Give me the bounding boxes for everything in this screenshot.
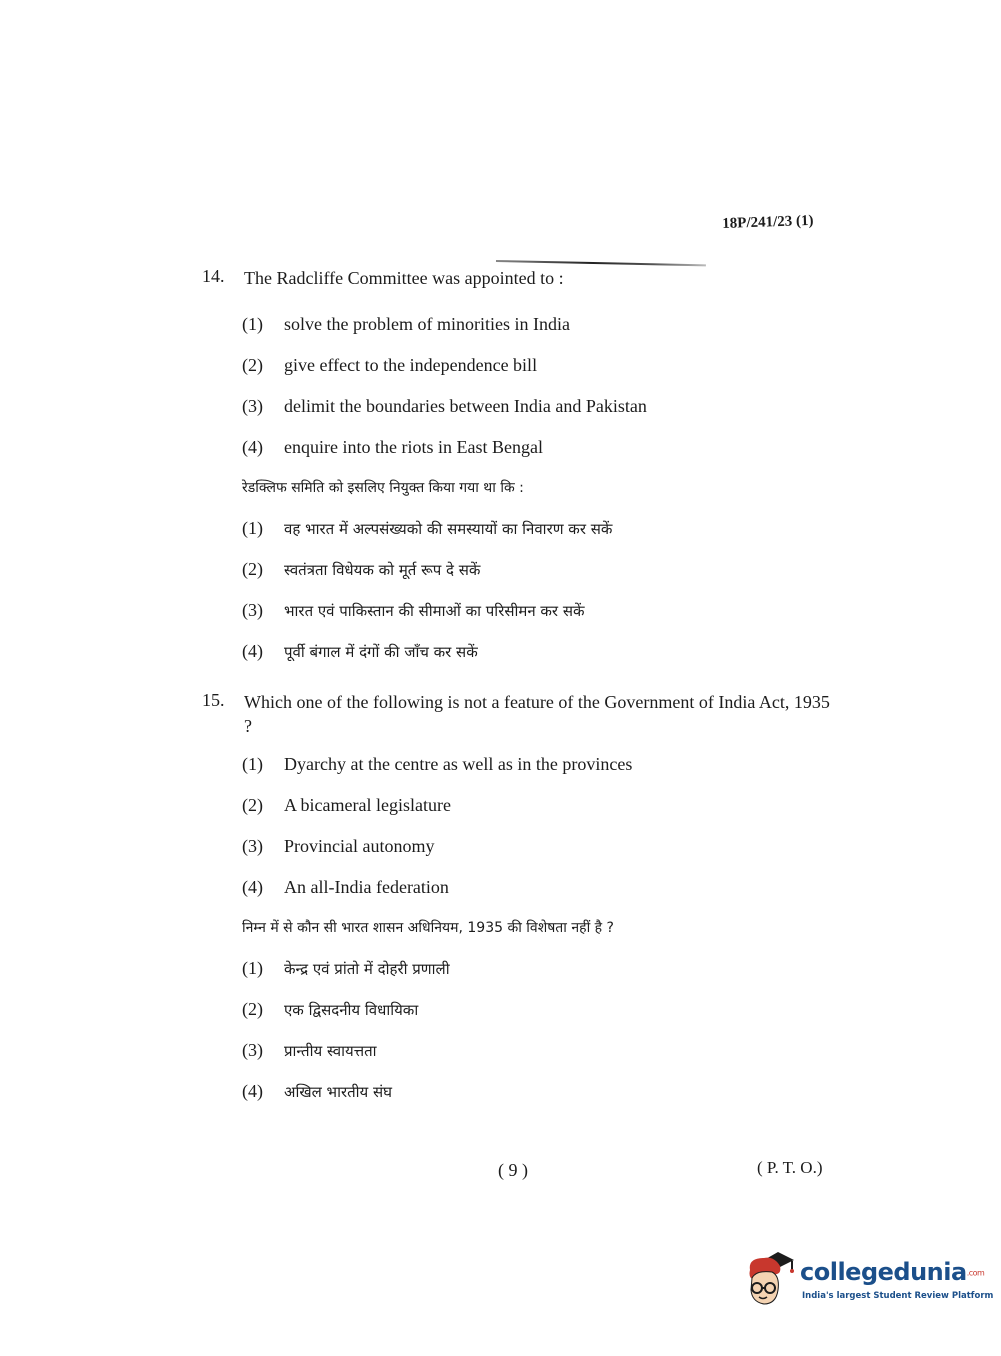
option-label: (4) bbox=[242, 641, 263, 661]
page-number: ( 9 ) bbox=[498, 1160, 528, 1180]
option-label: (2) bbox=[242, 559, 263, 579]
option-label: (3) bbox=[242, 396, 263, 416]
option-text: delimit the boundaries between India and Pakistan bbox=[284, 396, 647, 416]
option-label: (4) bbox=[242, 437, 263, 457]
brand-domain: .com bbox=[966, 1268, 985, 1278]
option-label: (4) bbox=[242, 1081, 263, 1101]
pto-marker: ( P. T. O.) bbox=[757, 1158, 823, 1177]
english-options bbox=[242, 314, 838, 478]
hindi-question-text: रेडक्लिफ समिति को इसलिए नियुक्त किया गया था कि : bbox=[242, 480, 524, 496]
option-text: solve the problem of minorities in India bbox=[284, 314, 570, 334]
option bbox=[242, 795, 838, 836]
option-label: (2) bbox=[242, 999, 263, 1019]
brand-name-text: collegedunia bbox=[800, 1258, 967, 1286]
hindi-option bbox=[242, 999, 838, 1040]
option-label: (2) bbox=[242, 355, 263, 375]
question-text: The Radcliffe Committee was appointed to : bbox=[244, 268, 564, 288]
hindi-question-text: निम्न में से कौन सी भारत शासन अधिनियम, 1935 की विशेषता नहीं है ? bbox=[242, 920, 614, 936]
hindi-options bbox=[242, 518, 838, 682]
option-text: अखिल भारतीय संघ bbox=[284, 1083, 393, 1101]
option-label: (3) bbox=[242, 1040, 263, 1060]
option-text: स्वतंत्रता विधेयक को मूर्त रूप दे सकें bbox=[284, 561, 481, 579]
hindi-option bbox=[242, 600, 838, 641]
mascot-logo-icon bbox=[742, 1250, 798, 1312]
option-text: A bicameral legislature bbox=[284, 795, 451, 815]
paper-code: 18P/241/23 (1) bbox=[722, 212, 814, 232]
option bbox=[242, 754, 838, 795]
option-text: भारत एवं पाकिस्तान की सीमाओं का परिसीमन कर सकें bbox=[284, 602, 585, 620]
hindi-option bbox=[242, 559, 838, 600]
option-label: (1) bbox=[242, 958, 263, 978]
option-text: पूर्वी बंगाल में दंगों की जाँच कर सकें bbox=[284, 643, 478, 661]
option bbox=[242, 396, 838, 437]
option-label: (1) bbox=[242, 754, 263, 774]
english-options bbox=[242, 754, 838, 918]
option-text: वह भारत में अल्पसंख्यको की समस्यायों का निवारण कर सकें bbox=[284, 520, 613, 538]
hindi-option bbox=[242, 1081, 838, 1122]
question-14 bbox=[202, 266, 838, 682]
option-text: केन्द्र एवं प्रांतो में दोहरी प्रणाली bbox=[284, 960, 450, 978]
option-text: give effect to the independence bill bbox=[284, 355, 538, 375]
option bbox=[242, 877, 838, 918]
question-text: Which one of the following is not a feature of the Government of India Act, 1935 ? bbox=[244, 692, 830, 736]
hindi-option bbox=[242, 958, 838, 999]
hindi-option bbox=[242, 641, 838, 682]
collegedunia-watermark bbox=[742, 1250, 994, 1316]
option-text: Provincial autonomy bbox=[284, 836, 435, 856]
option-label: (3) bbox=[242, 600, 263, 620]
hindi-option bbox=[242, 518, 838, 559]
option bbox=[242, 314, 838, 355]
option bbox=[242, 836, 838, 877]
hindi-options bbox=[242, 958, 838, 1122]
hindi-option bbox=[242, 1040, 838, 1081]
option-label: (1) bbox=[242, 314, 263, 334]
brand-tagline: India's largest Student Review Platform bbox=[802, 1291, 994, 1301]
option-label: (2) bbox=[242, 795, 263, 815]
option-text: An all-India federation bbox=[284, 877, 449, 897]
hindi-section bbox=[202, 478, 838, 682]
option-label: (1) bbox=[242, 518, 263, 538]
option bbox=[242, 355, 838, 396]
hindi-section bbox=[202, 918, 838, 1122]
option-text: एक द्विसदनीय विधायिका bbox=[284, 1001, 419, 1019]
brand-name bbox=[800, 1258, 984, 1286]
option-text: Dyarchy at the centre as well as in the provinces bbox=[284, 754, 633, 774]
option-text: enquire into the riots in East Bengal bbox=[284, 437, 543, 457]
option-label: (4) bbox=[242, 877, 263, 897]
question-15 bbox=[202, 690, 838, 1122]
option bbox=[242, 437, 838, 478]
option-label: (3) bbox=[242, 836, 263, 856]
option-text: प्रान्तीय स्वायत्तता bbox=[284, 1042, 377, 1060]
question-number: 15. bbox=[202, 690, 225, 710]
question-number: 14. bbox=[202, 266, 225, 286]
